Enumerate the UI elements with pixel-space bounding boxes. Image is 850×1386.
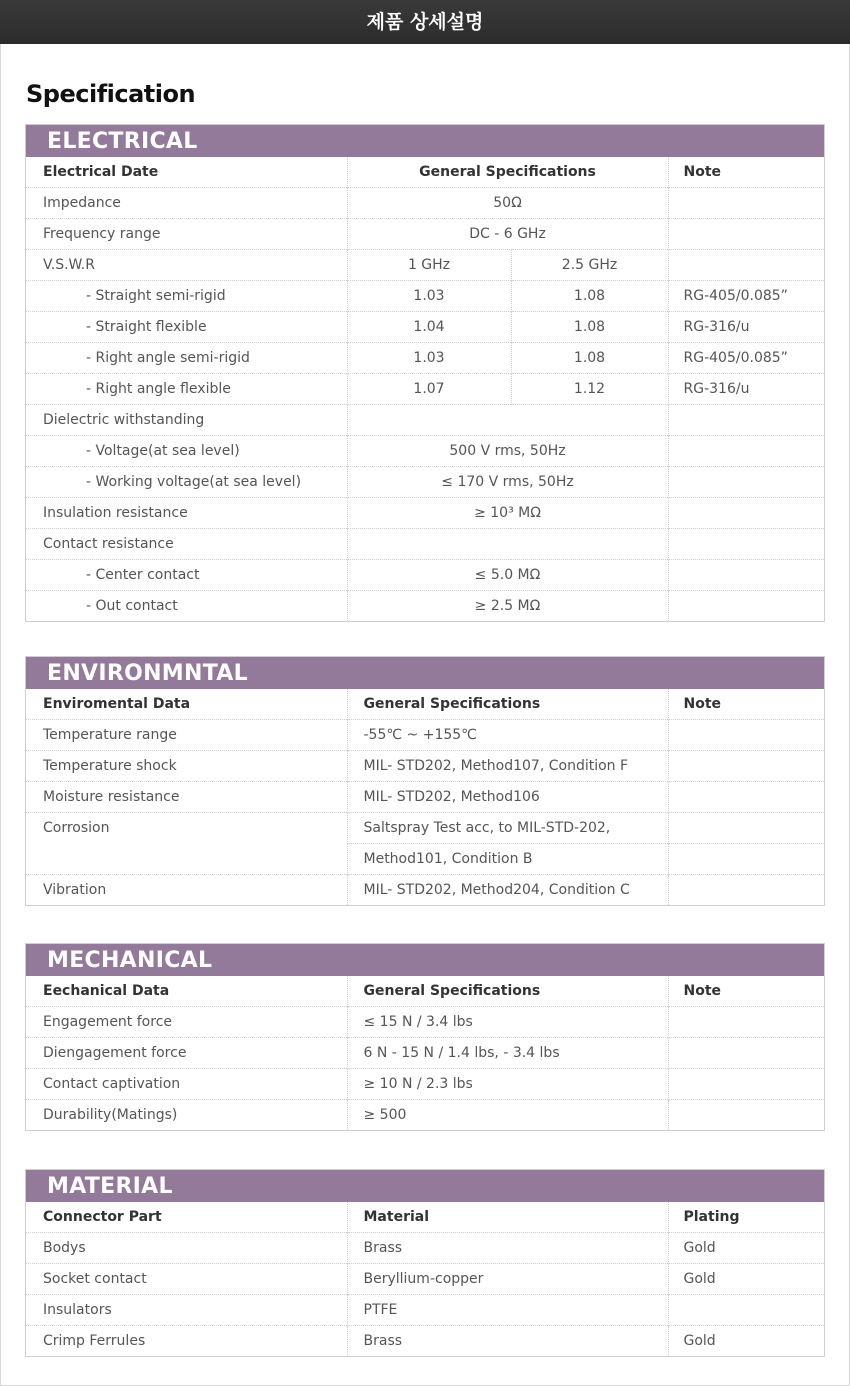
table-row: [26, 281, 824, 312]
row-value: -55℃ ~ +155℃: [347, 720, 668, 751]
row-label: Durability(Matings): [26, 1100, 347, 1131]
row-value: [347, 529, 668, 560]
row-note: [668, 436, 824, 467]
mechanical-table: [26, 976, 824, 1130]
table-row: [26, 1326, 824, 1357]
row-value: 6 N - 15 N / 1.4 lbs, - 3.4 lbs: [347, 1038, 668, 1069]
table-row: [26, 219, 824, 250]
column-header: Note: [668, 976, 824, 1007]
connector-part: Crimp Ferrules: [26, 1326, 347, 1357]
table-row: [26, 529, 824, 560]
row-value: 50Ω: [347, 188, 668, 219]
column-header: Eechanical Data: [43, 983, 170, 999]
row-label: Insulation resistance: [26, 498, 347, 529]
column-header: Note: [668, 157, 824, 188]
row-note: [668, 1100, 824, 1131]
row-label: - Right angle semi-rigid: [26, 343, 347, 374]
material-table: [26, 1202, 824, 1356]
row-note: [668, 219, 824, 250]
connector-part: Socket contact: [26, 1264, 347, 1295]
row-label: V.S.W.R: [26, 250, 347, 281]
material-value: PTFE: [347, 1295, 668, 1326]
column-header: General Specifications: [347, 689, 668, 720]
row-label: Contact captivation: [26, 1069, 347, 1100]
column-header: Plating: [668, 1202, 824, 1233]
row-value: ≤ 15 N / 3.4 lbs: [347, 1007, 668, 1038]
row-label: Contact resistance: [26, 529, 347, 560]
table-row: [26, 591, 824, 622]
table-row: [26, 1295, 824, 1326]
row-value: ≥ 10³ MΩ: [347, 498, 668, 529]
column-header: Note: [668, 689, 824, 720]
column-header: Material: [347, 1202, 668, 1233]
section-heading: MATERIAL: [26, 1170, 824, 1202]
vswr-value: 1.07: [347, 374, 511, 405]
row-value: Method101, Condition B: [347, 844, 668, 875]
row-value: 500 V rms, 50Hz: [347, 436, 668, 467]
connector-part: Bodys: [26, 1233, 347, 1264]
row-note: [668, 1007, 824, 1038]
plating-value: [668, 1295, 824, 1326]
row-value: DC - 6 GHz: [347, 219, 668, 250]
section-heading: MECHANICAL: [26, 944, 824, 976]
row-note: [668, 467, 824, 498]
table-row: [26, 1100, 824, 1131]
row-note: RG-405/0.085”: [668, 281, 824, 312]
row-label: Impedance: [26, 188, 347, 219]
row-value: ≤ 5.0 MΩ: [347, 560, 668, 591]
table-header-row: [26, 157, 824, 188]
column-header: General Specifications: [347, 976, 668, 1007]
connector-part: Insulators: [26, 1295, 347, 1326]
vswr-value: 1.12: [511, 374, 668, 405]
row-label: - Right angle flexible: [26, 374, 347, 405]
row-note: [668, 720, 824, 751]
row-label: Temperature range: [26, 720, 347, 751]
table-row: [26, 813, 824, 844]
row-label: - Out contact: [26, 591, 347, 622]
row-label: Frequency range: [26, 219, 347, 250]
table-row: [26, 875, 824, 906]
material-value: Brass: [347, 1326, 668, 1357]
table-row: [26, 498, 824, 529]
row-note: [668, 1069, 824, 1100]
column-header: General Specifications: [347, 157, 668, 188]
row-label: Vibration: [26, 875, 347, 906]
environmental-section: [25, 656, 825, 906]
table-row: [26, 1007, 824, 1038]
row-label: - Voltage(at sea level): [26, 436, 347, 467]
table-row: [26, 312, 824, 343]
section-heading: ENVIRONMNTAL: [26, 657, 824, 689]
mechanical-section: [25, 943, 825, 1131]
row-label: - Straight semi-rigid: [26, 281, 347, 312]
table-row: [26, 250, 824, 281]
column-header: Electrical Date: [43, 164, 159, 180]
table-header-row: [26, 976, 824, 1007]
row-value: [347, 405, 668, 436]
table-row: [26, 188, 824, 219]
row-note: [668, 529, 824, 560]
row-label: Engagement force: [26, 1007, 347, 1038]
electrical-table: [26, 157, 824, 621]
table-row: [26, 343, 824, 374]
table-row: [26, 782, 824, 813]
table-row: [26, 405, 824, 436]
row-value: Saltspray Test acc, to MIL-STD-202,: [347, 813, 668, 844]
table-row: [26, 1069, 824, 1100]
row-note: [668, 782, 824, 813]
row-note: [668, 188, 824, 219]
row-note: RG-405/0.085”: [668, 343, 824, 374]
table-row: [26, 751, 824, 782]
table-row: [26, 720, 824, 751]
frequency-header: 1 GHz: [347, 250, 511, 281]
frequency-header: 2.5 GHz: [511, 250, 668, 281]
electrical-section: [25, 124, 825, 622]
row-note: [668, 875, 824, 906]
row-label: - Center contact: [26, 560, 347, 591]
environmental-table: [26, 689, 824, 905]
row-note: [668, 751, 824, 782]
row-note: [668, 560, 824, 591]
row-value: ≥ 10 N / 2.3 lbs: [347, 1069, 668, 1100]
material-value: Beryllium-copper: [347, 1264, 668, 1295]
row-label: - Working voltage(at sea level): [26, 467, 347, 498]
vswr-value: 1.03: [347, 281, 511, 312]
section-heading: ELECTRICAL: [26, 125, 824, 157]
row-note: [668, 591, 824, 622]
row-note: [668, 250, 824, 281]
table-header-row: [26, 1202, 824, 1233]
plating-value: Gold: [668, 1233, 824, 1264]
row-label: Diengagement force: [26, 1038, 347, 1069]
row-label: Corrosion: [26, 813, 347, 875]
vswr-value: 1.08: [511, 343, 668, 374]
top-bar-title: 제품 상세설명: [0, 0, 850, 44]
row-value: MIL- STD202, Method107, Condition F: [347, 751, 668, 782]
row-value: ≥ 2.5 MΩ: [347, 591, 668, 622]
table-row: [26, 436, 824, 467]
vswr-value: 1.04: [347, 312, 511, 343]
table-header-row: [26, 689, 824, 720]
table-row: [26, 467, 824, 498]
vswr-value: 1.08: [511, 312, 668, 343]
table-row: [26, 560, 824, 591]
row-label: Moisture resistance: [26, 782, 347, 813]
row-value: ≤ 170 V rms, 50Hz: [347, 467, 668, 498]
page-title: Specification: [26, 80, 196, 108]
table-row: [26, 374, 824, 405]
column-header: Connector Part: [43, 1209, 162, 1225]
vswr-value: 1.03: [347, 343, 511, 374]
row-note: [668, 405, 824, 436]
row-label: Temperature shock: [26, 751, 347, 782]
table-row: [26, 1264, 824, 1295]
table-row: [26, 1038, 824, 1069]
material-section: [25, 1169, 825, 1357]
row-note: [668, 844, 824, 875]
row-value: MIL- STD202, Method106: [347, 782, 668, 813]
row-label: - Straight flexible: [26, 312, 347, 343]
row-note: [668, 813, 824, 844]
row-value: ≥ 500: [347, 1100, 668, 1131]
plating-value: Gold: [668, 1264, 824, 1295]
row-note: RG-316/u: [668, 312, 824, 343]
material-value: Brass: [347, 1233, 668, 1264]
plating-value: Gold: [668, 1326, 824, 1357]
row-label: Dielectric withstanding: [26, 405, 347, 436]
table-row: [26, 1233, 824, 1264]
row-value: MIL- STD202, Method204, Condition C: [347, 875, 668, 906]
row-note: RG-316/u: [668, 374, 824, 405]
row-note: [668, 1038, 824, 1069]
vswr-value: 1.08: [511, 281, 668, 312]
column-header: Enviromental Data: [43, 696, 191, 712]
row-note: [668, 498, 824, 529]
